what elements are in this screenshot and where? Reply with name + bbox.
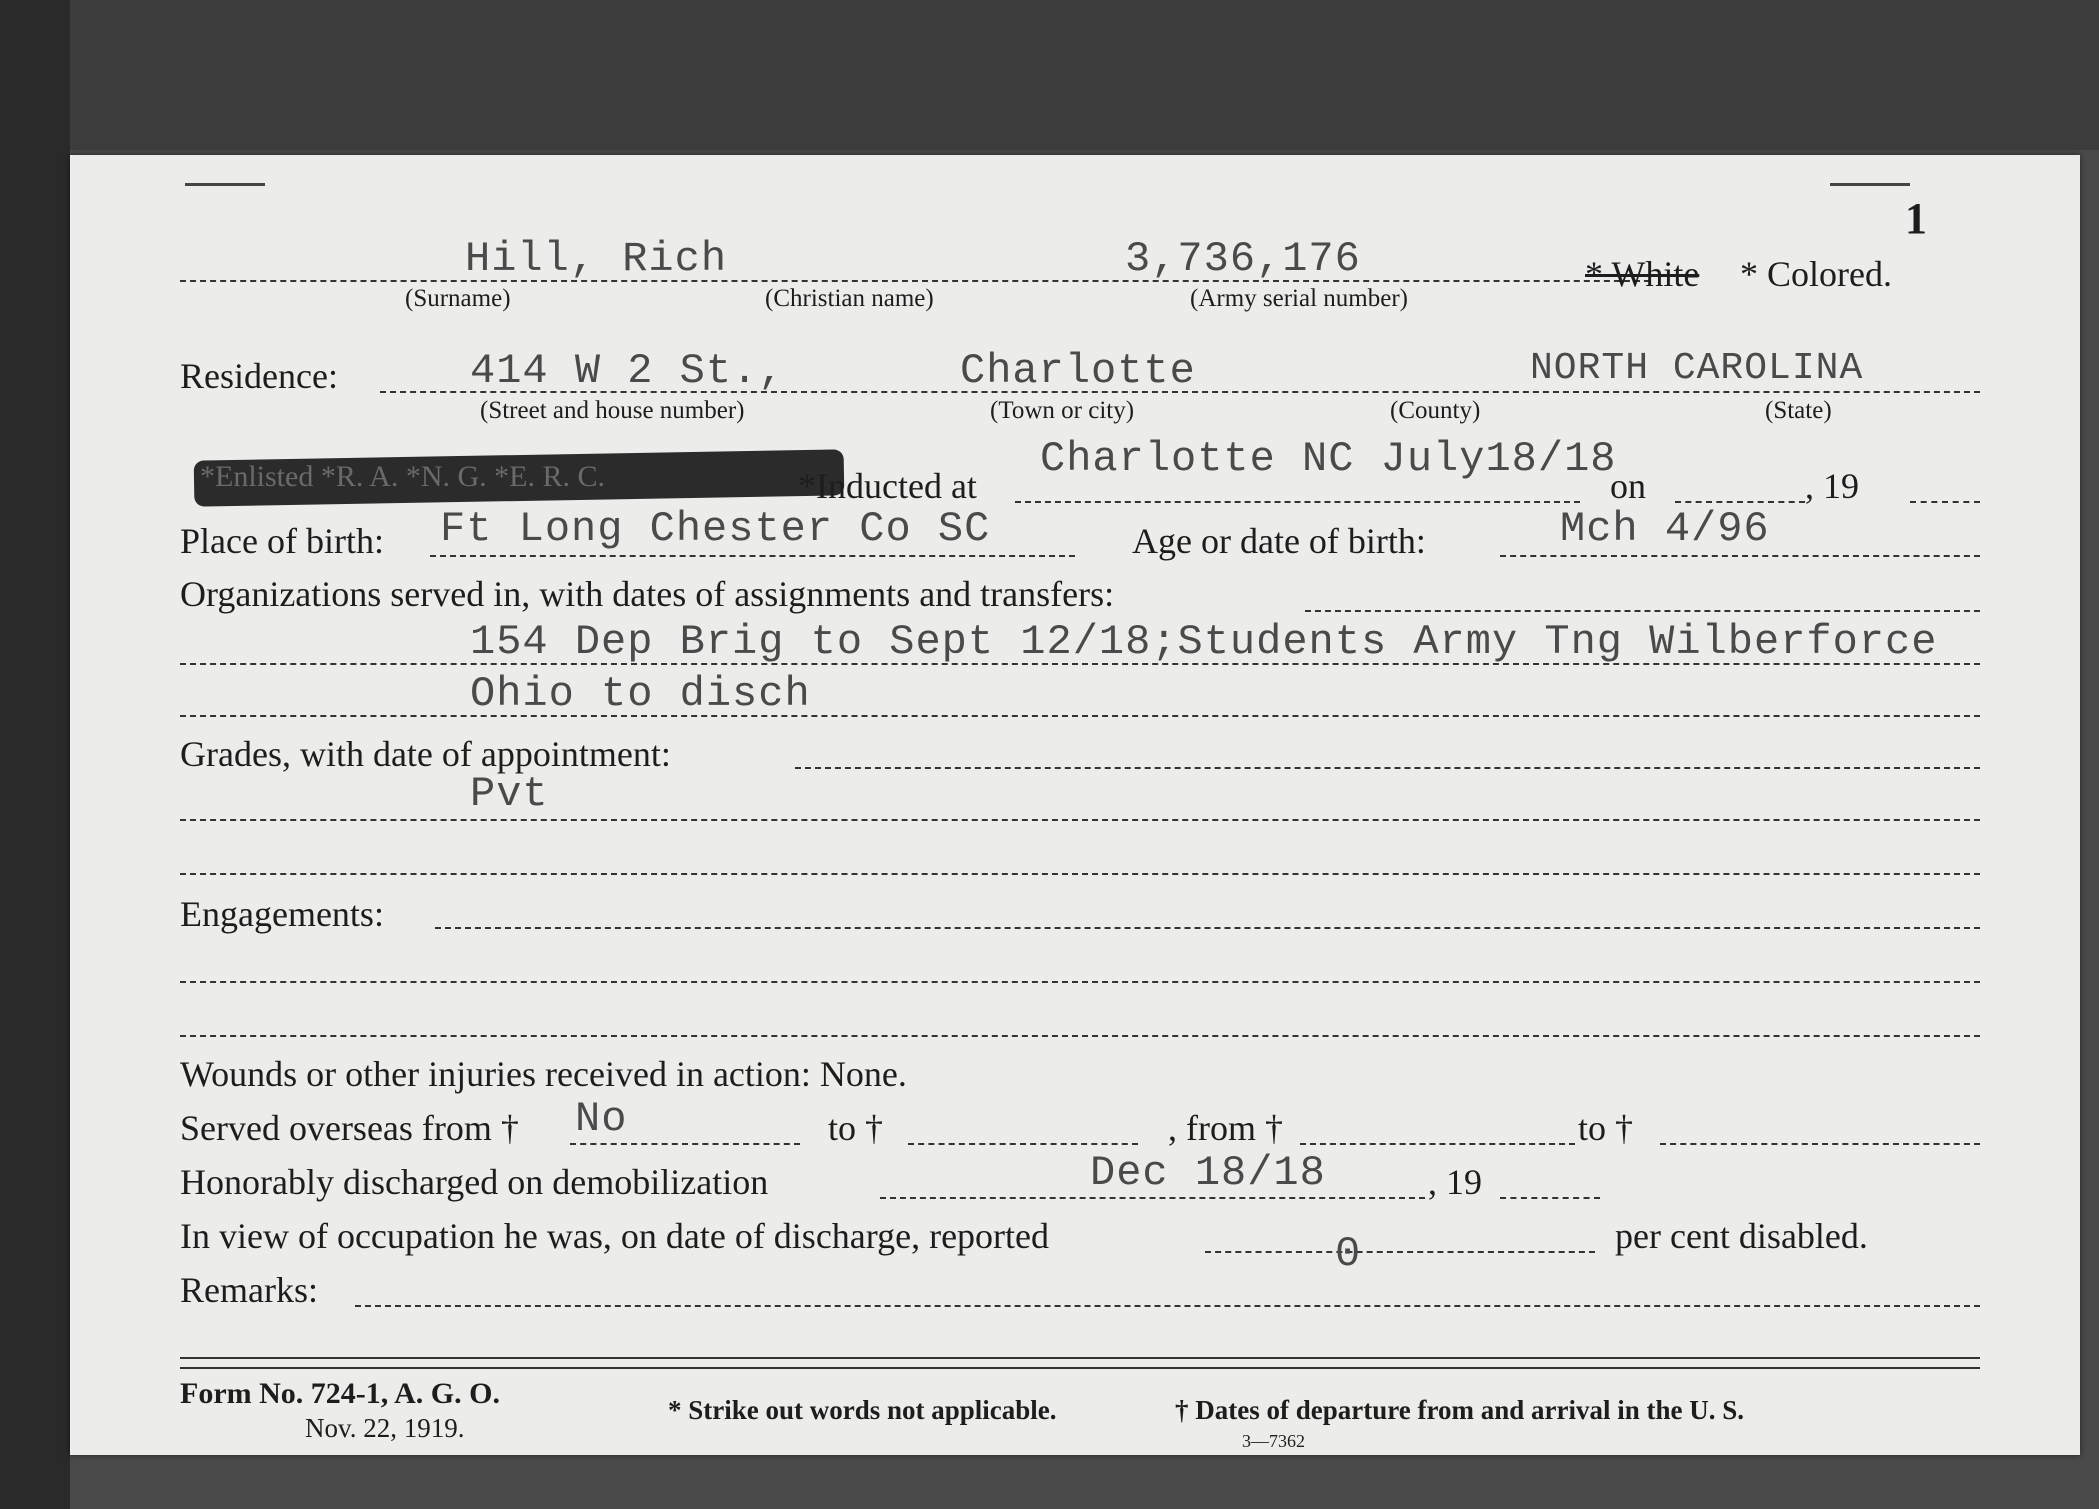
surname-caption: (Surname) (405, 285, 511, 312)
served-overseas-label: Served overseas from † (180, 1108, 519, 1148)
remarks-line (355, 1305, 1980, 1307)
per-cent-disabled-label: per cent disabled. (1615, 1216, 1868, 1256)
christian-name-caption: (Christian name) (765, 285, 934, 312)
dates-note: † Dates of departure from and arrival in the U. S. (1175, 1395, 1744, 1425)
county-caption: (County) (1390, 397, 1481, 424)
inducted-label: *Inducted at (798, 466, 977, 506)
service-record-card (70, 155, 2080, 1455)
place-of-birth-label: Place of birth: (180, 521, 384, 561)
card-number: 1 (1905, 194, 1927, 243)
serial-caption: (Army serial number) (1190, 285, 1408, 312)
discharged-value: Dec 18/18 (1090, 1149, 1326, 1197)
engagements-line-2 (180, 1035, 1980, 1037)
organizations-value-2: Ohio to disch (470, 670, 811, 718)
street-value: 414 W 2 St., (470, 347, 785, 395)
form-date: Nov. 22, 1919. (305, 1413, 465, 1443)
dob-value: Mch 4/96 (1560, 505, 1770, 553)
overseas-to2-label: to † (1578, 1108, 1634, 1148)
state-value: NORTH CAROLINA (1530, 347, 1864, 390)
on-label: on (1610, 466, 1646, 506)
engagements-label: Engagements: (180, 894, 384, 934)
organizations-label: Organizations served in, with dates of assignments and transfers: (180, 574, 1115, 614)
age-line (1500, 555, 1980, 557)
white-label: * White (1585, 254, 1700, 294)
backdrop-left (0, 0, 70, 1509)
town-caption: (Town or city) (990, 397, 1135, 424)
year-label: , 19 (1805, 466, 1859, 506)
overseas-to-label: to † (828, 1108, 884, 1148)
disabled-value: 0 (1335, 1230, 1362, 1278)
footer-rule-2 (180, 1367, 1980, 1369)
in-view-label: In view of occupation he was, on date of discharge, reported (180, 1216, 1050, 1256)
name-value: Hill, Rich (465, 235, 728, 283)
wounds-label: Wounds or other injuries received in action: None. (180, 1054, 907, 1094)
town-value: Charlotte (960, 347, 1196, 395)
strike-note: * Strike out words not applicable. (668, 1395, 1057, 1425)
engagements-line-1 (180, 981, 1980, 983)
enlisted-line: *Enlisted *R. A. *N. G. *E. R. C. (200, 460, 606, 493)
corner-mark-right (1830, 183, 1910, 186)
grade-value: Pvt (470, 770, 549, 818)
organizations-line-0 (1305, 610, 1980, 612)
year-line (1910, 501, 1980, 503)
overseas-from2-label: , from † (1168, 1108, 1283, 1148)
serial-value: 3,736,176 (1125, 235, 1361, 283)
residence-label: Residence: (180, 356, 338, 396)
engagements-line-0 (435, 927, 1980, 929)
inducted-line (1015, 501, 1580, 503)
corner-mark-left (185, 183, 265, 186)
age-label: Age or date of birth: (1132, 521, 1426, 561)
place-of-birth-line (430, 555, 1075, 557)
grades-line-0 (795, 767, 1980, 769)
organizations-line-2 (180, 715, 1980, 717)
name-line (180, 280, 1650, 282)
overseas-to2-line (1660, 1143, 1980, 1145)
state-caption: (State) (1765, 397, 1832, 424)
print-code: 3—7362 (1242, 1431, 1305, 1451)
discharged-line (880, 1197, 1425, 1199)
place-of-birth-value: Ft Long Chester Co SC (440, 505, 991, 553)
street-caption: (Street and house number) (480, 397, 745, 424)
remarks-label: Remarks: (180, 1270, 318, 1310)
grades-label: Grades, with date of appointment: (180, 734, 671, 774)
colored-label: * Colored. (1740, 254, 1892, 294)
discharged-year-line (1500, 1197, 1600, 1199)
discharged-label: Honorably discharged on demobilization (180, 1162, 769, 1202)
grades-line-1 (180, 819, 1980, 821)
overseas-to-line (908, 1143, 1138, 1145)
discharged-year-label: , 19 (1428, 1162, 1482, 1202)
on-line (1675, 501, 1805, 503)
backdrop-top (0, 0, 2099, 150)
disabled-line (1205, 1251, 1595, 1253)
inducted-value: Charlotte NC July18/18 (1040, 435, 1617, 483)
organizations-value-1: 154 Dep Brig to Sept 12/18;Students Army Tng Wilberforce (470, 618, 1938, 666)
form-number: Form No. 724-1, A. G. O. (180, 1377, 500, 1410)
footer-rule-1 (180, 1357, 1980, 1359)
overseas-from2-line (1300, 1143, 1575, 1145)
overseas-from-value: No (575, 1095, 628, 1143)
overseas-from-line (570, 1143, 800, 1145)
grades-line-2 (180, 873, 1980, 875)
